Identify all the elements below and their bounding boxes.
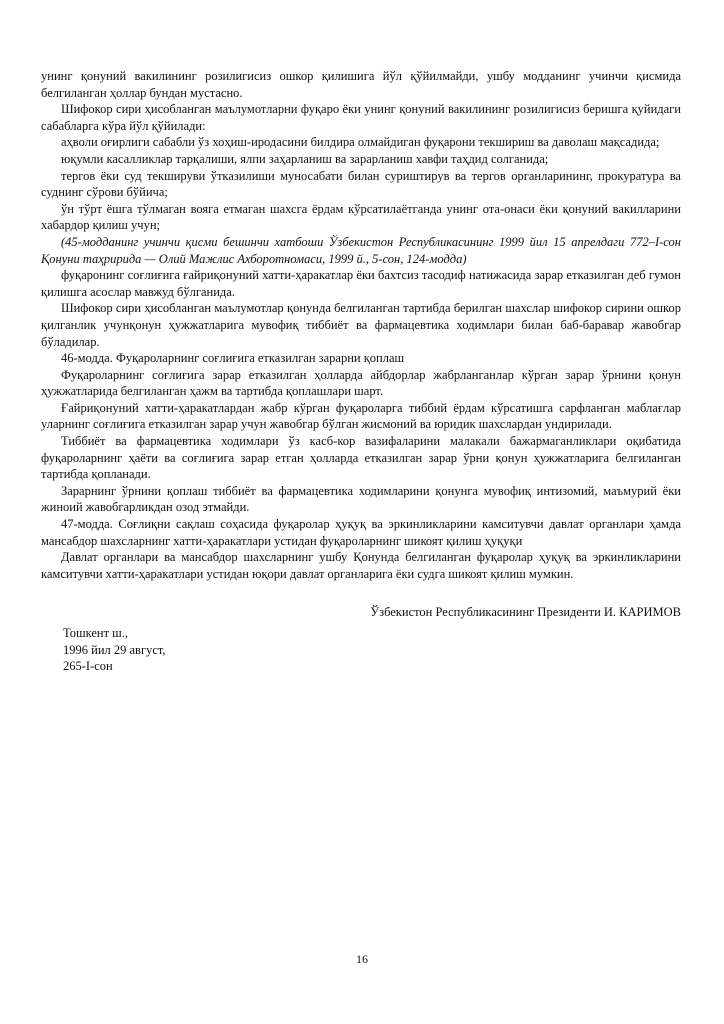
place-line-date: 1996 йил 29 август, [63,642,166,657]
place-line-city: Тошкент ш., [63,626,129,640]
paragraph-11: Фуқароларнинг соғлиғига зарар етказилган ҳолларда айбдорлар жабрланганлар кўрган зарар ўрнини қонун ҳужжатларида белгиланган ҳажм ва тартибда қоплашлари шарт. [41,367,681,399]
paragraph-4: юқумли касалликлар тарқалиши, ялпи заҳарланиш ва зарарланиш хавфи таҳдид солганида; [61,151,549,166]
paragraph-1: унинг қонуний вакилининг розилигисиз ошкор қилишига йўл қўйилмайди, ушбу модданинг учинчи қисмида белгиланган ҳоллар бундан мустасно. [41,69,681,100]
amendment-note: (45-модданинг учинчи қисми бешинчи хатбоши Ўзбекистон Республикасининг 1999 йил 15 апрелдаги 772–I-сон Қонуни таҳририда — Олий Мажлис Ахборотномаси, 1999 й., 5-сон, 124-модда) [41,234,681,266]
page-number: 16 [356,952,368,966]
place-line-number: 265-I-сон [63,659,113,674]
article-47-heading: 47-модда. Соғлиқни сақлаш соҳасида фуқаролар ҳуқуқ ва эркинликларини камситувчи давлат органлари ҳамда мансабдор шахсларнинг хатти-ҳаракатлари устидан фуқароларнинг шикоят қилиш ҳуқуқи [41,517,681,548]
paragraph-12: Ғайриқонуний хатти-ҳаракатлардан жабр кўрган фуқароларга тиббий ёрдам кўрсатишга сарфланган маблағлар уларнинг соғлиғига етказилган зарар учун жавобгар бўлган жисмоний ва юридик шахслардан ундирилади. [41,400,681,432]
paragraph-14: Зарарнинг ўрнини қоплаш тиббиёт ва фармацевтика ходимларини қонунга мувофиқ интизомий, маъмурий ёки жиноий жавобгарликдан озод этмайди. [41,483,681,515]
article-46-heading: 46-модда. Фуқароларнинг соғлиғига етказилган зарарни қоплаш [61,351,405,366]
paragraph-5: тергов ёки суд текшируви ўтказилиши муносабати билан суриштирув ва тергов органларининг, прокуратура ва суднинг сўрови бўйича; [41,168,681,200]
paragraph-8: фуқаронинг соғлиғига ғайриқонуний хатти-ҳаракатлар ёки бахтсиз тасодиф натижасида зарар етказилган деб гумон қилишга асослар мавжуд бўлганида. [41,268,681,299]
president-signature: Ўзбекистон Республикасининг Президенти И. КАРИМОВ [370,605,681,620]
paragraph-3: аҳволи оғирлиги сабабли ўз хоҳиш-иродасини билдира олмайдиган фуқарони текшириш ва даволаш мақсадида; [61,135,660,150]
place-and-date [41,625,681,675]
paragraph-13: Тиббиёт ва фармацевтика ходимлари ўз касб-кор вазифаларини малакали бажармаганликлари оқибатида фуқароларнинг ҳаёти ва соғлиғига зарар етган ҳолларда етказилган зарар ўрни қонун ҳужжатларига белгиланган тартибда қопланади. [41,434,681,482]
document-page [41,68,681,675]
paragraph-16: Давлат органлари ва мансабдор шахсларнинг ушбу Қонунда белгиланган фуқаролар ҳуқуқ ва эркинликларини камситувчи хатти-ҳаракатлари устидан юқори давлат органларига ёки судга шикоят қилиш мумкин. [41,550,681,581]
paragraph-9: Шифокор сири ҳисобланган маълумотлар қонунда белгиланган тартибда берилган шахслар шифокор сирини ошкор қилганлик учунқонун ҳужжатларига мувофиқ тиббиёт ва фармацевтика ходимлари билан баб-баравар жавобгар бўладилар. [41,301,681,349]
paragraph-6: ўн тўрт ёшга тўлмаган вояга етмаган шахсга ёрдам кўрсатилаётганда унинг ота-онаси ёки қонуний вакилларини хабардор қилиш учун; [41,201,681,233]
paragraph-2: Шифокор сири ҳисобланган маълумотларни фуқаро ёки унинг қонуний вакилининг розилигисиз беришга қуйидаги сабабларга кўра йўл қўйилади: [41,102,681,133]
